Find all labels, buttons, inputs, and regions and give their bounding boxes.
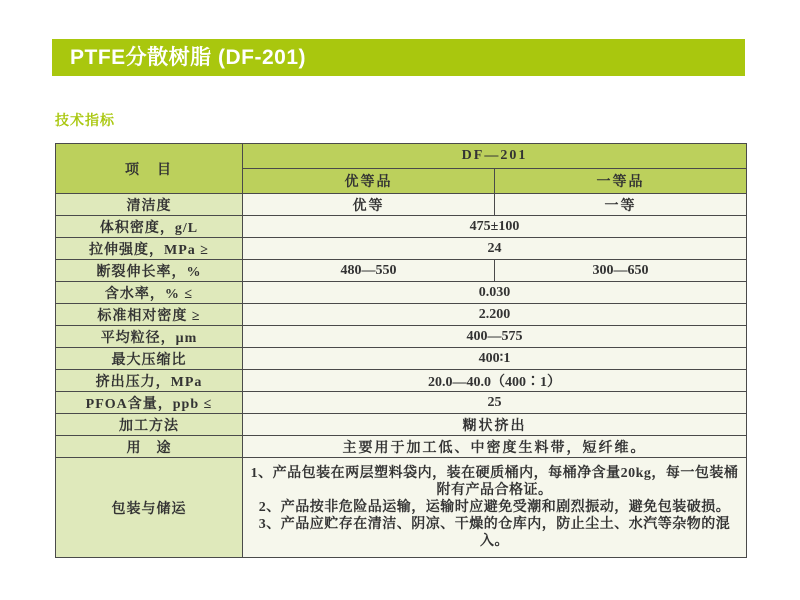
grade-header-cell: 一等品 xyxy=(495,169,747,194)
spec-value-cell: 0.030 xyxy=(243,282,747,304)
spec-value-cell: 400∶1 xyxy=(243,348,747,370)
packaging-note-line: 3、产品应贮存在清洁、阴凉、干燥的仓库内，防止尘土、水汽等杂物的混入。 xyxy=(258,517,731,549)
spec-label-cell: 加工方法 xyxy=(56,414,243,436)
spec-label-cell: 含水率，% ≤ xyxy=(56,282,243,304)
table-header-row xyxy=(56,144,747,169)
table-row xyxy=(56,436,747,458)
item-header-cell: 项 目 xyxy=(56,144,243,194)
product-header-cell: DF—201 xyxy=(243,144,747,169)
packaging-notes-cell xyxy=(243,458,747,558)
spec-value-cell: 一等 xyxy=(495,194,747,216)
page-title: PTFE分散树脂 (DF-201) xyxy=(70,46,307,69)
table-row xyxy=(56,370,747,392)
table-row xyxy=(56,458,747,558)
spec-label-cell: 挤出压力，MPa xyxy=(56,370,243,392)
table-row xyxy=(56,194,747,216)
grade-header-cell: 优等品 xyxy=(243,169,495,194)
table-row xyxy=(56,326,747,348)
packaging-note-line: 2、产品按非危险品运输，运输时应避免受潮和剧烈振动，避免包装破损。 xyxy=(258,500,731,515)
spec-value-cell: 475±100 xyxy=(243,216,747,238)
spec-value-cell: 25 xyxy=(243,392,747,414)
section-label-technical-specs: 技术指标 xyxy=(55,112,115,128)
spec-value-cell: 300—650 xyxy=(495,260,747,282)
table-row xyxy=(56,392,747,414)
spec-label-cell: 最大压缩比 xyxy=(56,348,243,370)
spec-value-cell: 优等 xyxy=(243,194,495,216)
spec-label-cell: 体积密度，g/L xyxy=(56,216,243,238)
spec-label-cell: 包装与储运 xyxy=(56,458,243,558)
packaging-note-line: 1、产品包装在两层塑料袋内，装在硬质桶内，每桶净含量20kg，每一包装桶附有产品合格证。 xyxy=(250,466,739,498)
spec-label-cell: 标准相对密度 ≥ xyxy=(56,304,243,326)
spec-label-cell: PFOA含量，ppb ≤ xyxy=(56,392,243,414)
spec-label-cell: 清洁度 xyxy=(56,194,243,216)
spec-value-cell: 20.0—40.0（400∶1） xyxy=(243,370,747,392)
spec-label-cell: 用 途 xyxy=(56,436,243,458)
table-row xyxy=(56,414,747,436)
spec-table xyxy=(55,143,747,558)
table-row xyxy=(56,282,747,304)
table-row xyxy=(56,348,747,370)
spec-value-cell: 24 xyxy=(243,238,747,260)
spec-value-cell: 主要用于加工低、中密度生料带，短纤维。 xyxy=(243,436,747,458)
page-title-bar xyxy=(52,39,745,76)
spec-value-cell: 400—575 xyxy=(243,326,747,348)
table-row xyxy=(56,238,747,260)
spec-value-cell: 糊状挤出 xyxy=(243,414,747,436)
spec-value-cell: 2.200 xyxy=(243,304,747,326)
table-row xyxy=(56,216,747,238)
spec-label-cell: 平均粒径，μm xyxy=(56,326,243,348)
spec-value-cell: 480—550 xyxy=(243,260,495,282)
spec-label-cell: 拉伸强度，MPa ≥ xyxy=(56,238,243,260)
spec-label-cell: 断裂伸长率，% xyxy=(56,260,243,282)
table-row xyxy=(56,260,747,282)
table-row xyxy=(56,304,747,326)
